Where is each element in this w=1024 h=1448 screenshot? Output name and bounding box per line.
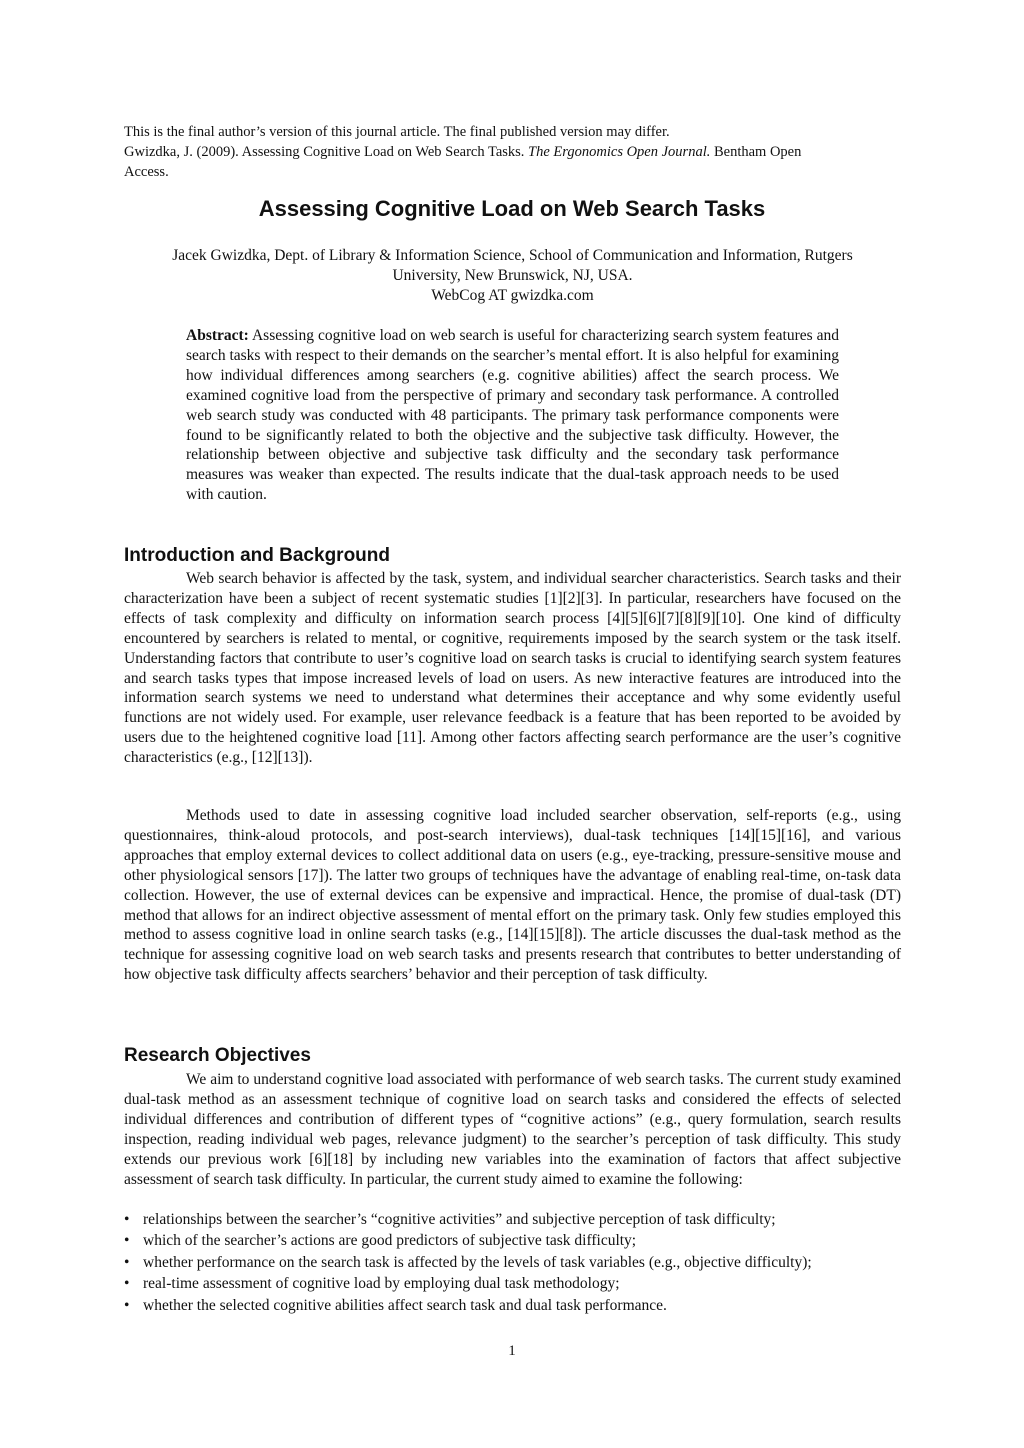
list-item xyxy=(124,1273,901,1294)
bullet-icon: • xyxy=(124,1296,130,1314)
version-note-line1: This is the final author’s version of this journal article. The final published version may differ. xyxy=(124,124,670,140)
section-heading-objectives: Research Objectives xyxy=(124,1045,311,1066)
intro-paragraph-1-text: Web search behavior is affected by the task, system, and individual searcher characteristics. Search tasks and their characterization have been a subject of recent systematic studies [1][2][3]. In particular, researchers have focused on the effects of task complexity and difficulty on information search process [4][5][6][7][8][9][10]. One kind of difficulty encountered by searchers is related to mental, or cognitive, requirements imposed by the search system or the task itself. Understanding factors that contribute to user’s cognitive load on search tasks is crucial to identifying search system features and search tasks types that impose increased levels of load on users. As new interactive features are introduced into the information search systems we need to understand what determines their acceptance and why some evidently useful functions are not widely used. For example, user relevance feedback is a feature that has been reported to be avoided by users due to the heightened cognitive load [11]. Among other factors affecting search performance are the user’s cognitive characteristics (e.g., [12][13]). xyxy=(124,570,901,767)
citation-text: Gwizdka, J. (2009). Assessing Cognitive Load on Web Search Tasks. xyxy=(124,144,529,160)
citation-line xyxy=(124,142,901,162)
objectives-paragraph xyxy=(124,1070,901,1189)
list-item xyxy=(124,1295,901,1316)
abstract xyxy=(186,326,839,505)
bullet-icon: • xyxy=(124,1275,130,1293)
section-heading-introduction: Introduction and Background xyxy=(124,545,390,566)
list-item-text: whether performance on the search task is affected by the levels of task variables (e.g., objective difficulty); xyxy=(143,1253,812,1271)
abstract-label: Abstract: xyxy=(186,327,249,344)
bullet-icon: • xyxy=(124,1232,130,1250)
list-item xyxy=(124,1209,901,1230)
author-email: WebCog AT gwizdka.com xyxy=(431,287,594,304)
list-item xyxy=(124,1230,901,1251)
intro-paragraph-1 xyxy=(124,569,901,768)
version-note xyxy=(124,122,901,182)
page-number: 1 xyxy=(508,1343,516,1359)
citation-line-end: Access. xyxy=(124,164,169,180)
journal-name: The Ergonomics Open Journal. xyxy=(528,144,711,160)
list-item-text: whether the selected cognitive abilities affect search task and dual task performance. xyxy=(143,1296,667,1314)
bullet-icon: • xyxy=(124,1253,130,1271)
list-item-text: which of the searcher’s actions are good predictors of subjective task difficulty; xyxy=(143,1232,637,1250)
intro-paragraph-2-text: Methods used to date in assessing cognitive load included searcher observation, self-reports (e.g., using questionnaires, think-aloud protocols, and post-search interviews), dual-task techniques [14][15][16], and various approaches that employ external devices to collect additional data on users (e.g., eye-tracking, pressure-sensitive mouse and other physiological sensors [17]). The latter two groups of techniques have the advantage of enabling real-time, on-task data collection. However, the use of external devices can be expensive and impractical. Hence, the promise of dual-task (DT) method that allows for an indirect objective assessment of mental effort on the primary task. Only few studies employed this method to assess cognitive load in online search tasks (e.g., [14][15][8]). The article discusses the dual-task method as the technique for assessing cognitive load on web search tasks and presents research that contributes to better understanding of how objective task difficulty affects searchers’ behavior and their perception of task difficulty. xyxy=(124,807,901,984)
abstract-text: Assessing cognitive load on web search is useful for characterizing search system features and search tasks with respect to their demands on the searcher’s mental effort. It is also helpful for examining how individual differences among searchers (e.g. cognitive abilities) affect the search process. We examined cognitive load from the perspective of primary and secondary task performance. A controlled web search study was conducted with 48 participants. The primary task performance components were found to be significantly related to both the objective and the subjective task difficulty. However, the relationship between objective and subjective task difficulty and the secondary task performance measures was weaker than expected. The results indicate that the dual-task approach needs to be used with caution. xyxy=(186,327,839,504)
bullet-icon: • xyxy=(124,1211,130,1228)
author-affiliation: Jacek Gwizdka, Dept. of Library & Information Science, School of Communication and Information, Rutgers xyxy=(172,247,853,264)
author-block xyxy=(124,246,901,306)
list-item xyxy=(124,1252,901,1273)
paper-title: Assessing Cognitive Load on Web Search Tasks xyxy=(258,196,766,221)
objectives-list xyxy=(124,1209,901,1316)
objectives-paragraph-text: We aim to understand cognitive load associated with performance of web search tasks. The current study examined dual-task method as an assessment technique of cognitive load on search tasks and considered the effects of selected individual differences and contribution of different types of “cognitive actions” (e.g., query formulation, search results inspection, reading individual web pages, relevance judgment) to the searcher’s perception of task difficulty. This study extends our previous work [6][18] by including new variables into the examination of factors that affect subjective assessment of search task difficulty. In particular, the current study aimed to examine the following: xyxy=(124,1071,901,1188)
author-location: University, New Brunswick, NJ, USA. xyxy=(392,267,633,284)
intro-paragraph-2 xyxy=(124,806,901,985)
publisher-text: Bentham Open xyxy=(710,144,802,160)
list-item-text: real-time assessment of cognitive load by employing dual task methodology; xyxy=(143,1275,620,1293)
list-item-text: relationships between the searcher’s “cognitive activities” and subjective perception of task difficulty; xyxy=(143,1211,776,1228)
